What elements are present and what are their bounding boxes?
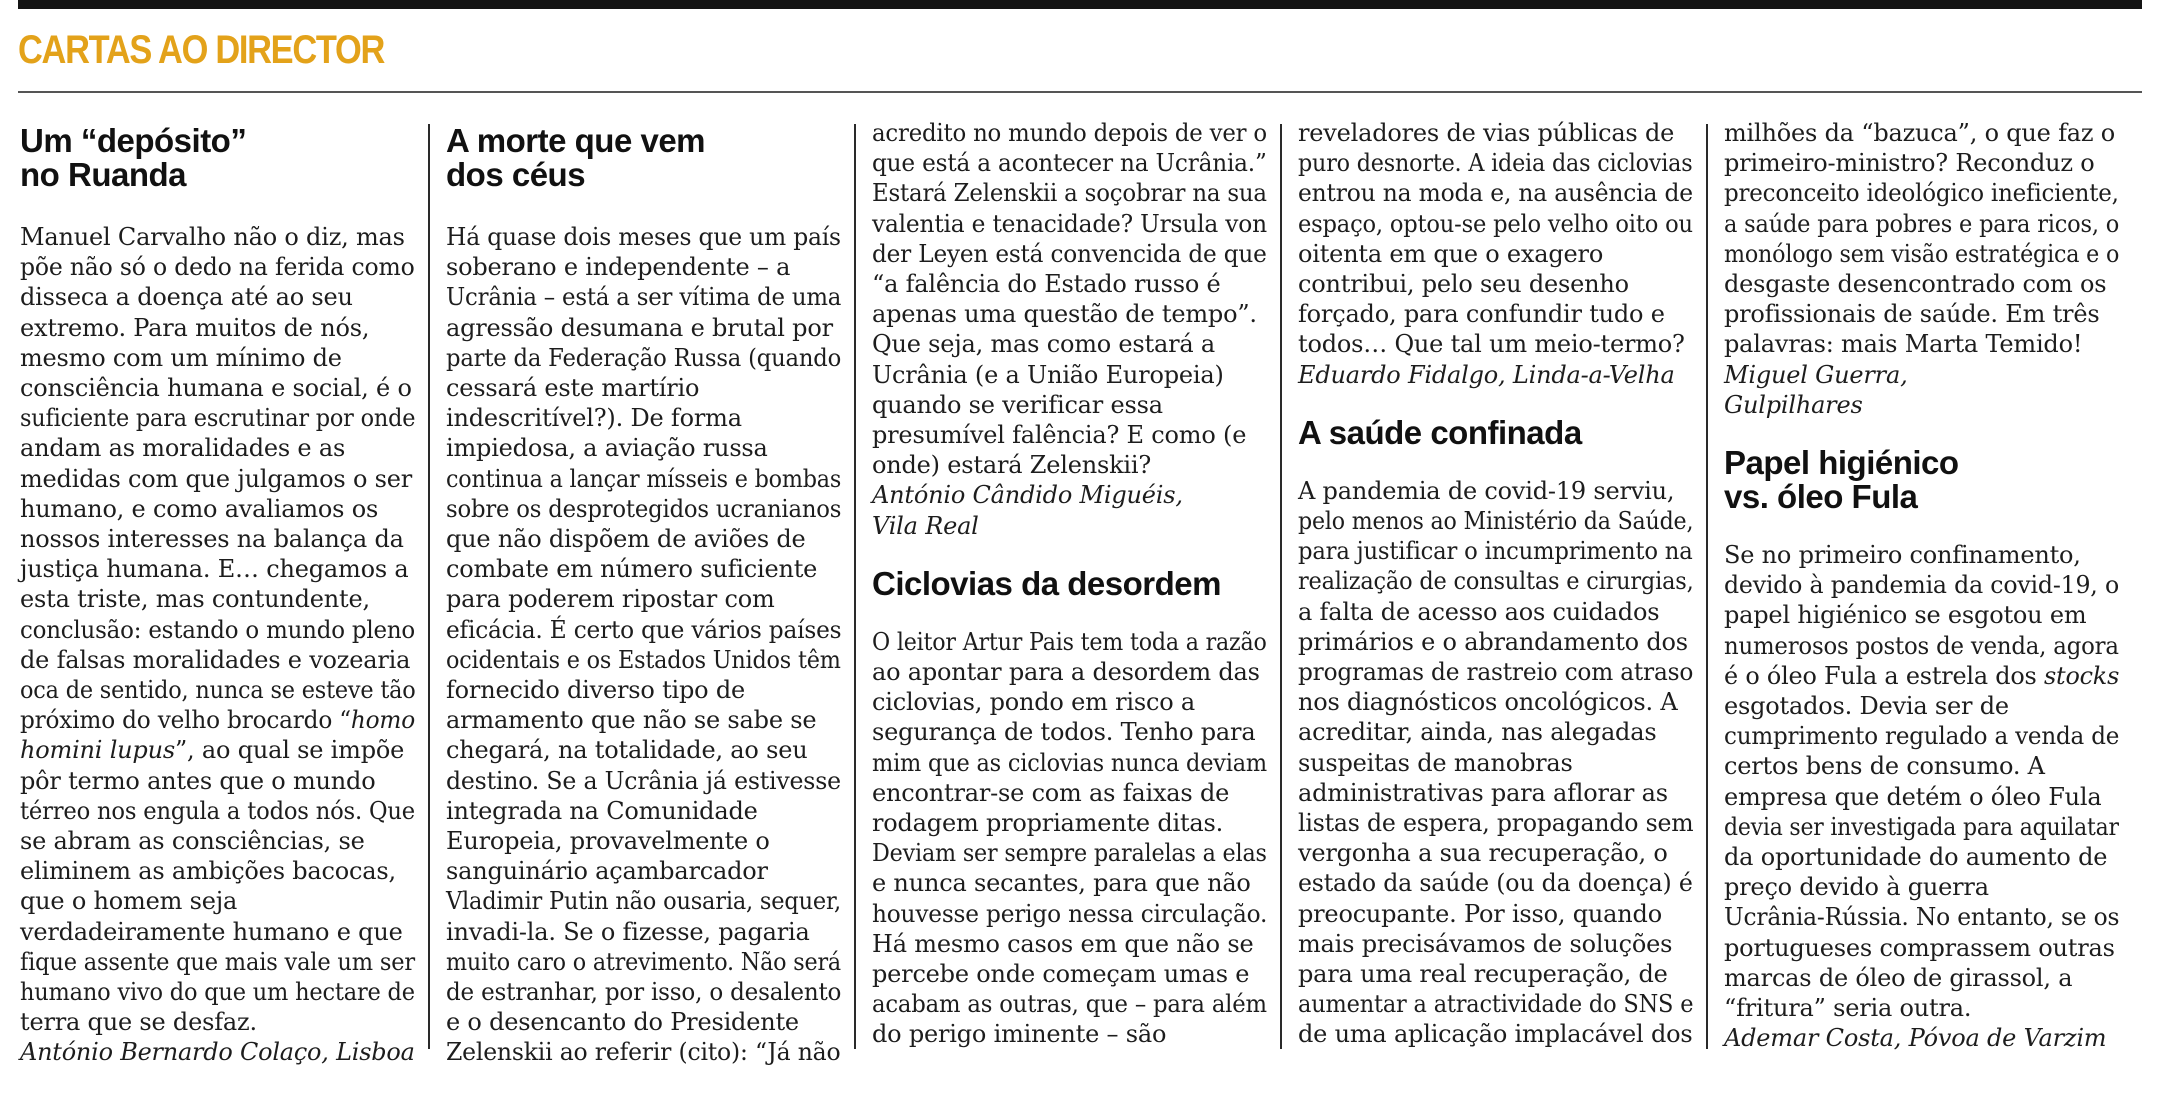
text-line: Gulpilhares — [1724, 390, 1863, 419]
text-line: quando se verificar essa — [872, 390, 1163, 419]
text-line: homini lupus”, ao qual se impõe — [20, 736, 405, 765]
text-line: presumível falência? E como (e — [872, 421, 1247, 450]
text-line: andam as moralidades e as — [20, 434, 346, 463]
letter-signature — [872, 480, 1267, 540]
text-line: Miguel Guerra, — [1724, 360, 1908, 389]
text-line: esgotados. Devia ser de — [1724, 692, 2009, 721]
text-line: onde) estará Zelenskii? — [872, 451, 1152, 480]
text-line: portugueses comprassem outras — [1724, 933, 2115, 962]
text-line: de falsas moralidades e vozearia — [20, 645, 411, 674]
text-line: da oportunidade do aumento de — [1724, 843, 2108, 872]
text-line: encontrar-se com as faixas de — [872, 778, 1230, 807]
text-line: e o desencanto do Presidente — [446, 1008, 799, 1037]
text-line: Manuel Carvalho não o diz, mas — [20, 223, 405, 251]
text-line: indescritível?). De forma — [446, 404, 742, 433]
text-line: vergonha a sua recuperação, o — [1298, 839, 1668, 868]
text-line: forçado, para confundir tudo e — [1298, 300, 1665, 329]
text-line: entrou na moda e, na ausência de — [1298, 179, 1693, 208]
text-line: rodagem propriamente ditas. — [872, 809, 1224, 838]
text-line: programas de rastreio com atraso — [1298, 658, 1694, 687]
text-line: “a falência do Estado russo é — [872, 270, 1221, 299]
text-line: Vladimir Putin não ousaria, sequer, — [446, 887, 842, 916]
text-line: do perigo iminente – são — [872, 1020, 1167, 1049]
text-line: extremo. Para muitos de nós, — [20, 313, 370, 342]
headline-line: A morte que vem — [446, 122, 706, 159]
text-line: realização de consultas e cirurgias, — [1298, 567, 1694, 596]
section-divider — [18, 91, 2142, 93]
column-divider — [428, 124, 430, 1049]
text-line: “fritura” seria outra. — [1724, 994, 1972, 1023]
letter-headline — [1724, 446, 2119, 514]
text-line: percebe onde começam umas e — [872, 960, 1250, 989]
column-divider — [1280, 124, 1282, 1049]
text-line: oitenta em que o exagero — [1298, 239, 1604, 268]
text-line: certos bens de consumo. A — [1724, 752, 2045, 781]
text-line: contribui, pelo seu desenho — [1298, 270, 1629, 299]
text-line: Ucrânia (e a União Europeia) — [872, 360, 1224, 389]
text-line: preconceito ideológico ineficiente, — [1724, 179, 2119, 208]
text-line: parte da Federação Russa (quando — [446, 343, 842, 372]
text-line: Ademar Costa, Póvoa de Varzim — [1724, 1024, 2107, 1053]
text-line: ocidentais e os Estados Unidos têm — [446, 645, 841, 674]
letter-headline — [872, 564, 1267, 602]
text-line: Vila Real — [872, 511, 979, 540]
text-line: mais precisávamos de soluções — [1298, 929, 1673, 958]
text-line: humano, e como avaliamos os — [20, 494, 379, 523]
text-line: é o óleo Fula a estrela dos stocks — [1724, 661, 2120, 690]
letter-body — [20, 222, 415, 1037]
text-line: acredito no mundo depois de ver o — [872, 119, 1267, 147]
letter-body — [1724, 540, 2119, 1023]
text-line: justiça humana. E… chegamos a — [20, 555, 409, 584]
text-line: para justificar o incumprimento na — [1298, 537, 1693, 566]
text-line: profissionais de saúde. Em três — [1724, 300, 2100, 329]
text-line: segurança de todos. Tenho para — [872, 718, 1256, 747]
column-divider — [854, 124, 856, 1049]
text-line: combate em número suficiente — [446, 555, 818, 584]
text-line: que o homem seja — [20, 887, 238, 916]
text-line: agressão desumana e brutal por — [446, 313, 833, 342]
text-line: chegará, na totalidade, ao seu — [446, 736, 808, 765]
column-divider — [1706, 124, 1708, 1049]
text-line: Estará Zelenskii a soçobrar na sua — [872, 179, 1267, 208]
text-line: eficácia. É certo que vários países — [446, 615, 842, 644]
text-line: Ucrânia-Rússia. No entanto, se os — [1724, 903, 2120, 932]
text-line: der Leyen está convencida de que — [872, 239, 1267, 268]
headline-line: Papel higiénico — [1724, 444, 1959, 482]
letter-column-1 — [20, 118, 415, 1068]
text-line: a falta de acesso aos cuidados — [1298, 597, 1660, 626]
letter-column-5 — [1724, 118, 2119, 1053]
text-line: destino. Se a Ucrânia já estivesse — [446, 766, 841, 795]
letter-headline — [1298, 413, 1693, 451]
text-line: que não dispõem de aviões de — [446, 525, 806, 554]
top-rule — [18, 0, 2142, 9]
text-line: Deviam ser sempre paralelas a elas — [872, 839, 1267, 868]
text-line: ciclovias, pondo em risco a — [872, 688, 1195, 717]
text-line: Se no primeiro confinamento, — [1724, 541, 2081, 570]
text-line: Zelenskii ao referir (cito): “Já não — [446, 1038, 841, 1067]
letter-signature — [1724, 360, 2119, 420]
letter-headline — [446, 124, 841, 192]
text-line: fornecido diverso tipo de — [446, 676, 746, 705]
text-line: desgaste desencontrado com os — [1724, 270, 2107, 299]
text-line: para poderem ripostar com — [446, 585, 775, 614]
text-line: administrativas para aflorar as — [1298, 778, 1668, 807]
text-line: monólogo sem visão estratégica e o — [1724, 239, 2120, 268]
text-line: marcas de óleo de girassol, a — [1724, 963, 2073, 992]
letter-column-3 — [872, 118, 1267, 1050]
text-line: suspeitas de manobras — [1298, 748, 1573, 777]
text-line: acabam as outras, que – para além — [872, 990, 1267, 1019]
text-line: numerosos postos de venda, agora — [1724, 631, 2119, 660]
text-line: António Cândido Miguéis, — [872, 481, 1183, 510]
text-line: nossos interesses na balança da — [20, 525, 404, 554]
text-line: oca de sentido, nunca se esteve tão — [20, 676, 416, 705]
text-line: humano vivo do que um hectare de — [20, 978, 415, 1007]
letter-body — [872, 627, 1267, 1050]
text-line: preocupante. Por isso, quando — [1298, 899, 1662, 928]
text-line: valentia e tenacidade? Ursula von — [872, 209, 1267, 238]
text-line: suficiente para escrutinar por onde — [20, 404, 416, 433]
letter-column-4 — [1298, 118, 1693, 1050]
text-line: palavras: mais Marta Temido! — [1724, 330, 2083, 359]
text-line: continua a lançar mísseis e bombas — [446, 464, 842, 493]
headline-line: vs. óleo Fula — [1724, 478, 1918, 516]
headline-line: Um “depósito” — [20, 122, 247, 159]
text-line: medidas com que julgamos o ser — [20, 464, 413, 493]
letter-body — [1298, 476, 1693, 1050]
text-line: apenas uma questão de tempo”. — [872, 300, 1257, 329]
text-line: Eduardo Fidalgo, Linda-a-Velha — [1298, 360, 1675, 389]
text-line: Há mesmo casos em que não se — [872, 929, 1254, 958]
text-line: a saúde para pobres e para ricos, o — [1724, 209, 2120, 238]
text-line: Europeia, provavelmente o — [446, 827, 770, 856]
text-line: ao apontar para a desordem das — [872, 658, 1260, 687]
text-line: preço devido à guerra — [1724, 873, 1989, 902]
headline-line: Ciclovias da desordem — [872, 564, 1221, 602]
letter-signature — [1724, 1023, 2119, 1053]
text-line: disseca a doença até ao seu — [20, 283, 353, 312]
text-line: empresa que detém o óleo Fula — [1724, 782, 2102, 811]
text-line: põe não só o dedo na ferida como — [20, 253, 415, 282]
text-line: primários e o abrandamento dos — [1298, 627, 1688, 656]
headline-line: no Ruanda — [20, 156, 186, 193]
text-line: integrada na Comunidade — [446, 796, 758, 825]
headline-line: A saúde confinada — [1298, 413, 1582, 451]
text-line: nos diagnósticos oncológicos. A — [1298, 688, 1678, 717]
text-line: primeiro-ministro? Reconduz o — [1724, 149, 2095, 178]
text-line: estado da saúde (ou da doença) é — [1298, 869, 1693, 898]
letter-column-2 — [446, 118, 841, 1068]
text-line: se abram as consciências, se — [20, 827, 365, 856]
text-line: devido à pandemia da covid-19, o — [1724, 571, 2119, 600]
text-line: esta triste, mas contundente, — [20, 585, 370, 614]
text-line: sanguinário açambarcador — [446, 857, 768, 886]
text-line: soberano e independente – a — [446, 253, 791, 282]
text-line: todos… Que tal um meio-termo? — [1298, 330, 1685, 359]
text-line: Ucrânia – está a ser vítima de uma — [446, 283, 842, 312]
text-line: listas de espera, propagando sem — [1298, 809, 1694, 838]
text-line: próximo do velho brocardo “homo — [20, 706, 416, 735]
text-line: Há quase dois meses que um país — [446, 223, 841, 251]
text-line: fique assente que mais vale um ser — [20, 947, 415, 976]
text-line: de estranhar, por isso, o desalento — [446, 978, 842, 1007]
letter-signature — [1298, 360, 1693, 390]
text-line: O leitor Artur Pais tem toda a razão — [872, 627, 1267, 656]
text-line: impiedosa, a aviação russa — [446, 434, 768, 463]
text-line: papel higiénico se esgotou em — [1724, 601, 2087, 630]
letter-body — [446, 222, 841, 1068]
text-line: mim que as ciclovias nunca deviam — [872, 748, 1268, 777]
text-line: cessará este martírio — [446, 374, 700, 403]
text-line: consciência humana e social, é o — [20, 374, 412, 403]
text-line: reveladores de vias públicas de — [1298, 119, 1675, 147]
text-line: pôr termo antes que o mundo — [20, 766, 376, 795]
text-line: António Bernardo Colaço, Lisboa — [20, 1038, 415, 1067]
letter-body-continued — [1724, 118, 2119, 360]
text-line: de uma aplicação implacável dos — [1298, 1020, 1693, 1049]
letter-body-continued — [872, 118, 1267, 480]
text-line: Que seja, mas como estará a — [872, 330, 1216, 359]
text-line: houvesse perigo nessa circulação. — [872, 899, 1268, 928]
text-line: térreo nos engula a todos nós. Que — [20, 796, 415, 825]
text-line: espaço, optou-se pelo velho oito ou — [1298, 209, 1693, 238]
text-line: mesmo com um mínimo de — [20, 343, 342, 372]
headline-line: dos céus — [446, 156, 586, 193]
section-title: CARTAS AO DIRECTOR — [18, 28, 385, 72]
text-line: pelo menos ao Ministério da Saúde, — [1298, 507, 1694, 536]
text-line: terra que se desfaz. — [20, 1008, 257, 1037]
text-line: armamento que não se sabe se — [446, 706, 817, 735]
text-line: eliminem as ambições bacocas, — [20, 857, 396, 886]
text-line: que está a acontecer na Ucrânia.” — [872, 149, 1267, 178]
text-line: muito caro o atrevimento. Não será — [446, 947, 841, 976]
text-line: conclusão: estando o mundo pleno — [20, 615, 415, 644]
text-line: sobre os desprotegidos ucranianos — [446, 494, 842, 523]
text-line: cumprimento regulado a venda de — [1724, 722, 2120, 751]
text-line: A pandemia de covid-19 serviu, — [1298, 476, 1675, 505]
text-line: e nunca secantes, para que não — [872, 869, 1251, 898]
text-line: invadi-la. Se o fizesse, pagaria — [446, 917, 810, 946]
text-line: verdadeiramente humano e que — [20, 917, 403, 946]
text-line: puro desnorte. A ideia das ciclovias — [1298, 149, 1693, 178]
text-line: para uma real recuperação, de — [1298, 960, 1668, 989]
text-line: acreditar, ainda, nas alegadas — [1298, 718, 1657, 747]
text-line: milhões da “bazuca”, o que faz o — [1724, 119, 2116, 147]
letter-body-continued — [1298, 118, 1693, 360]
text-line: aumentar a atractividade do SNS e — [1298, 990, 1694, 1019]
text-line: devia ser investigada para aquilatar — [1724, 812, 2119, 841]
letter-headline — [20, 124, 415, 192]
letter-signature — [20, 1037, 415, 1067]
